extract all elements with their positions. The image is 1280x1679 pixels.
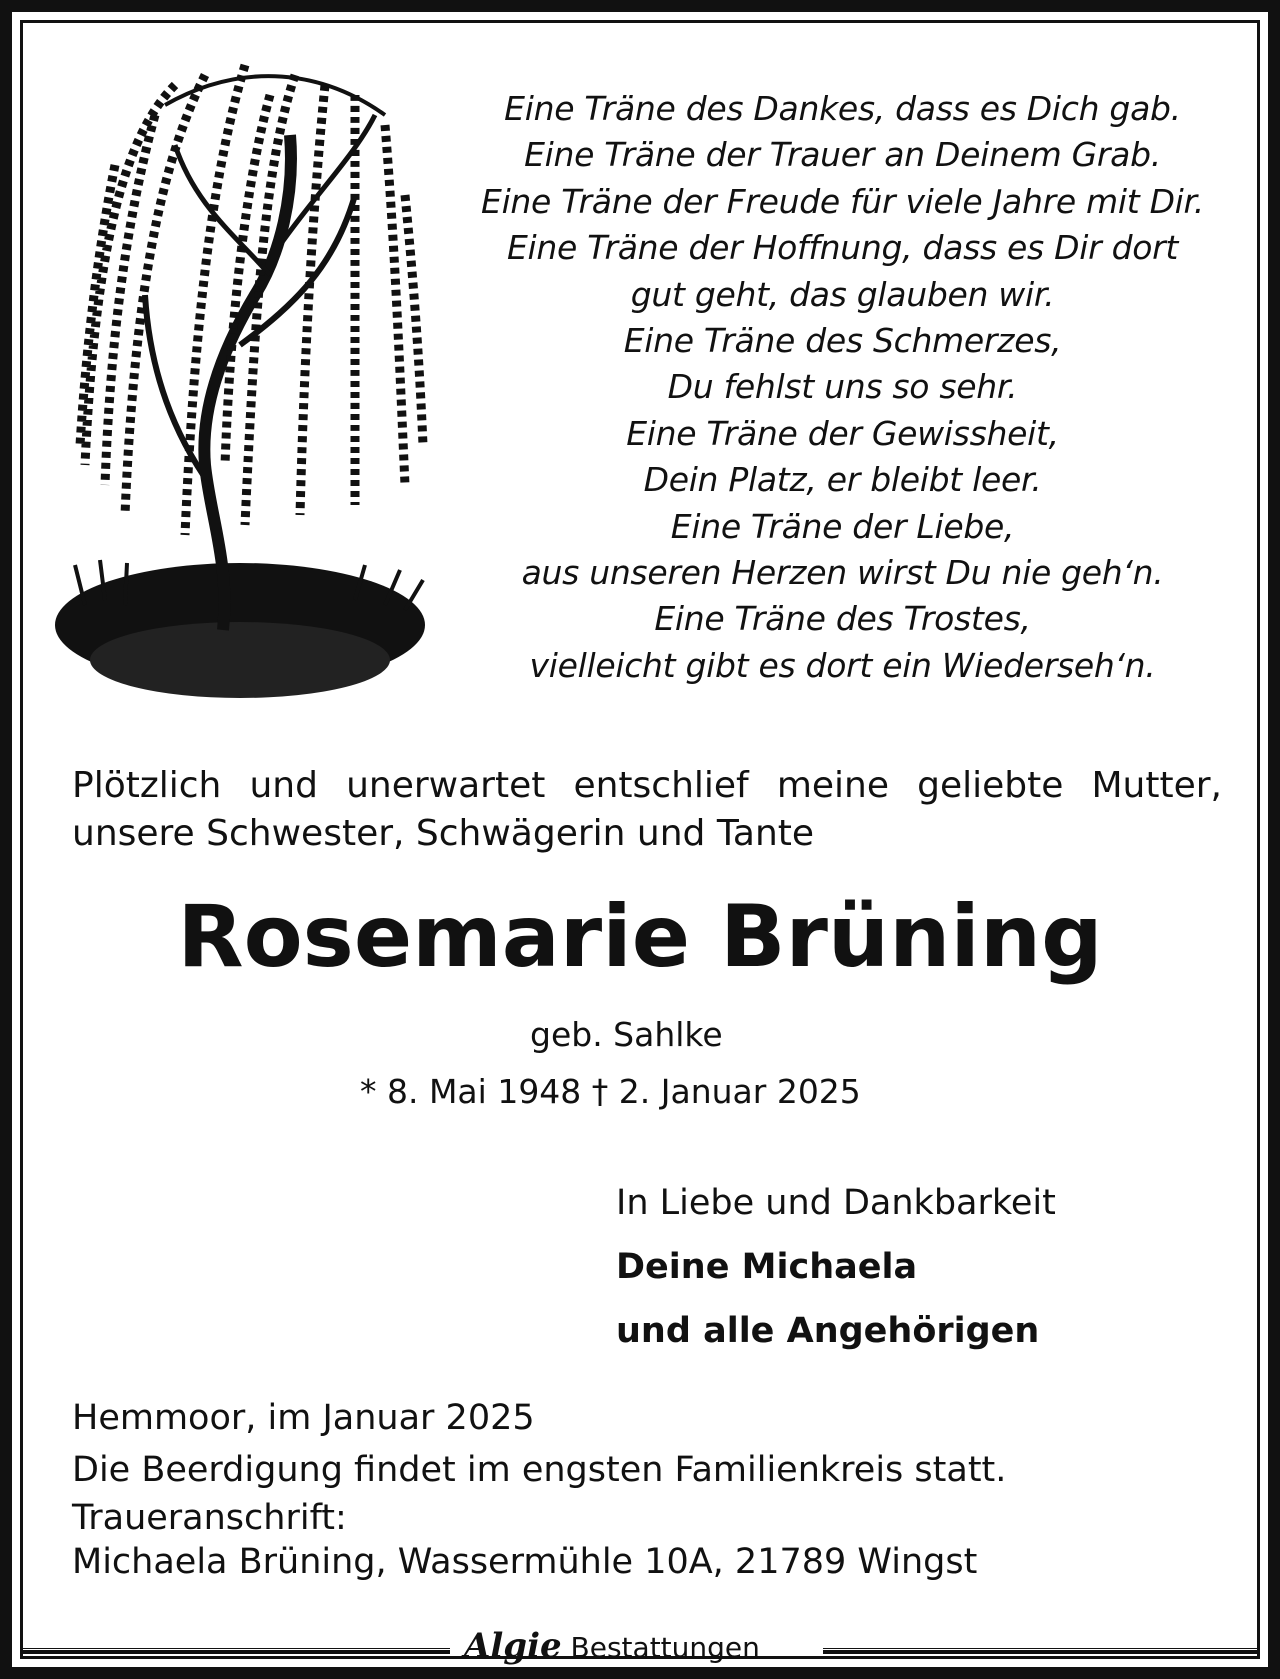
poem-line: Eine Träne des Dankes, dass es Dich gab. [504, 89, 1181, 128]
undertaker-label: Bestattungen [570, 1631, 760, 1664]
place-date: Hemmoor, im Januar 2025 [72, 1398, 535, 1438]
undertaker-credit [464, 1626, 760, 1666]
intro-line-1: Plötzlich und unerwartet entschlief meine geliebte Mutter, [72, 765, 1222, 806]
poem-line: aus unseren Herzen wirst Du nie geh‘n. [521, 553, 1164, 593]
poem-line: Eine Träne der Hoffnung, dass es Dir dort [506, 228, 1179, 268]
deceased-name: Rosemarie Brüning [177, 887, 1103, 987]
signature-thanks: In Liebe und Dankbarkeit [616, 1183, 1056, 1223]
poem-line: vielleicht gibt es dort ein Wiederseh‘n. [529, 645, 1156, 685]
poem-line: gut geht, das glauben wir. [630, 274, 1055, 314]
poem-line: Du fehlst uns so sehr. [667, 367, 1018, 407]
intro-line-2: unsere Schwester, Schwägerin und Tante [72, 813, 815, 854]
funeral-note: Die Beerdigung findet im engsten Familienkreis statt. [72, 1450, 1007, 1490]
weeping-willow-illustration [55, 45, 445, 735]
poem-line: Eine Träne der Trauer an Deinem Grab. [524, 135, 1161, 175]
signature-name-2: und alle Angehörigen [616, 1311, 1040, 1351]
undertaker-logo: Algie [464, 1626, 562, 1666]
maiden-name: geb. Sahlke [530, 1015, 723, 1054]
poem-line: Eine Träne der Freude für viele Jahre mit Dir. [481, 181, 1204, 221]
footer-info [72, 1392, 1006, 1584]
signature-block [616, 1180, 1056, 1354]
life-dates: * 8. Mai 1948 † 2. Januar 2025 [360, 1072, 861, 1111]
poem-line: Eine Träne der Liebe, [670, 506, 1015, 546]
announcement-intro [72, 762, 1222, 858]
divider-left [22, 1648, 450, 1654]
divider-right [823, 1648, 1258, 1654]
poem-line: Dein Platz, er bleibt leer. [643, 460, 1042, 500]
address-label: Traueranschrift: [72, 1498, 347, 1538]
poem-line: Eine Träne des Schmerzes, [623, 321, 1062, 361]
signature-name-1: Deine Michaela [616, 1247, 918, 1287]
poem-line: Eine Träne des Trostes, [654, 599, 1031, 639]
undertaker-bar [22, 1626, 1258, 1666]
memorial-poem [395, 86, 1280, 689]
poem-line: Eine Träne der Gewissheit, [626, 413, 1059, 453]
mourning-address: Michaela Brüning, Wassermühle 10A, 21789 Wingst [72, 1542, 978, 1582]
